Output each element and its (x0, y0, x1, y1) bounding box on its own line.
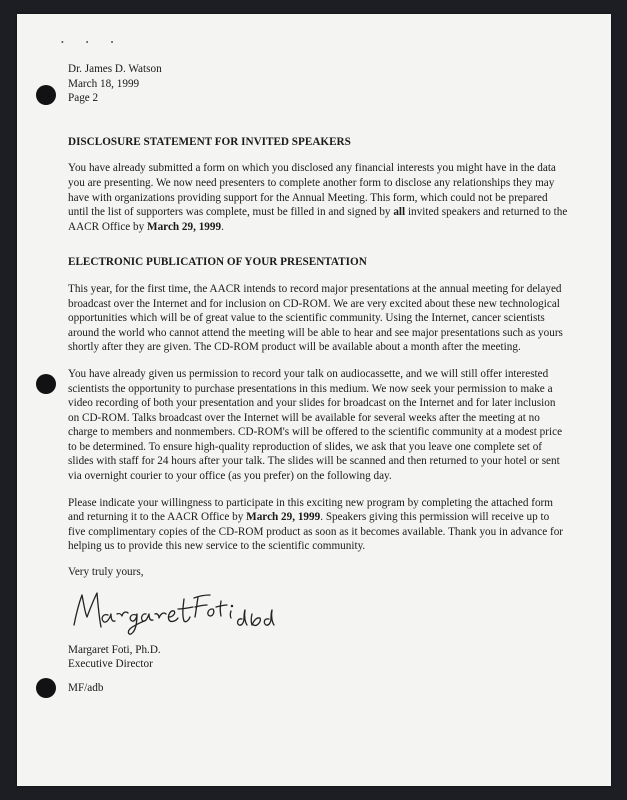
signer-name: Margaret Foti, Ph.D. (68, 643, 161, 656)
letter-body (68, 62, 568, 695)
paragraph3-deadline: March 29, 1999 (246, 511, 321, 524)
disclosure-text-c: . (221, 220, 224, 233)
signer-title: Executive Director (68, 658, 153, 671)
paragraph3-text-a: Please indicate your willingness to participate in this exciting new program by completing the attached form and returning it to the AACR Office by (68, 496, 553, 524)
disclosure-bold-all: all (393, 206, 406, 219)
letter-header (68, 62, 568, 106)
disclosure-heading: DISCLOSURE STATEMENT FOR INVITED SPEAKERS (68, 135, 351, 148)
disclosure-deadline: March 29, 1999 (147, 220, 222, 233)
electronic-paragraph-1: This year, for the first time, the AACR intends to record major presentations at the annual meeting for delayed broadcast over the Internet and for inclusion on CD-ROM. We are very excited about these new technological opportunities which will be of great value to the scientific community. Using the Internet, cancer scientists around the world who cannot attend the meeting will be able to hear and see major presentations such as yours shortly after they are given. The CD-ROM product will be available about a month after the meeting. (68, 282, 563, 354)
disclosure-text-b: invited speakers and returned to the AACR Office by (68, 206, 568, 233)
paragraph3-text-b: . Speakers giving this permission will receive up to five complimentary copies of the CD-ROM product as soon as it becomes available. Thank you in advance for helping us to provide this new service to the scientific community. (68, 511, 564, 553)
typist-initials: MF/adb (68, 681, 104, 694)
page-number: Page 2 (68, 92, 99, 105)
disclosure-text-a: You have already submitted a form on which you disclosed any financial interests you might have in the data you are presenting. We now need presenters to complete another form to disclose any relationships they may have with organizations providing support for the Annual Meeting. This form, which could not be prepared until the list of supporters was complete, must be filled in and signed by (68, 162, 556, 219)
electronic-publication-heading: ELECTRONIC PUBLICATION OF YOUR PRESENTATION (68, 256, 367, 269)
letter-page (17, 14, 611, 786)
handwritten-signature (70, 585, 280, 637)
recipient-name: Dr. James D. Watson (68, 63, 162, 75)
closing-salutation: Very truly yours, (68, 566, 144, 579)
punch-hole-top (36, 85, 56, 105)
punch-hole-middle (36, 374, 56, 394)
electronic-paragraph-3 (68, 496, 568, 554)
punch-hole-bottom (36, 678, 56, 698)
electronic-paragraph-2: You have already given us permission to record your talk on audiocassette, and we will still offer interested scientists the opportunity to purchase presentations in this medium. We now seek your permission to make a video recording of both your presentation and your slides for broadcast on the Internet and for later inclusion on CD-ROM. Talks broadcast over the Internet will be available for several weeks after the meeting at no charge to members and nonmembers. CD-ROM's will be offered to the scientific community at a modest price to be determined. To ensure high-quality reproduction of slides, we ask that you leave one complete set of slides with staff for 24 hours after your talk. The slides will be scanned and then returned to your hotel or sent via overnight courier to your office (as you prefer) on the following day. (68, 367, 563, 483)
scan-marks: • • • (61, 38, 124, 47)
letter-date: March 18, 1999 (68, 77, 140, 90)
disclosure-paragraph (68, 161, 568, 234)
